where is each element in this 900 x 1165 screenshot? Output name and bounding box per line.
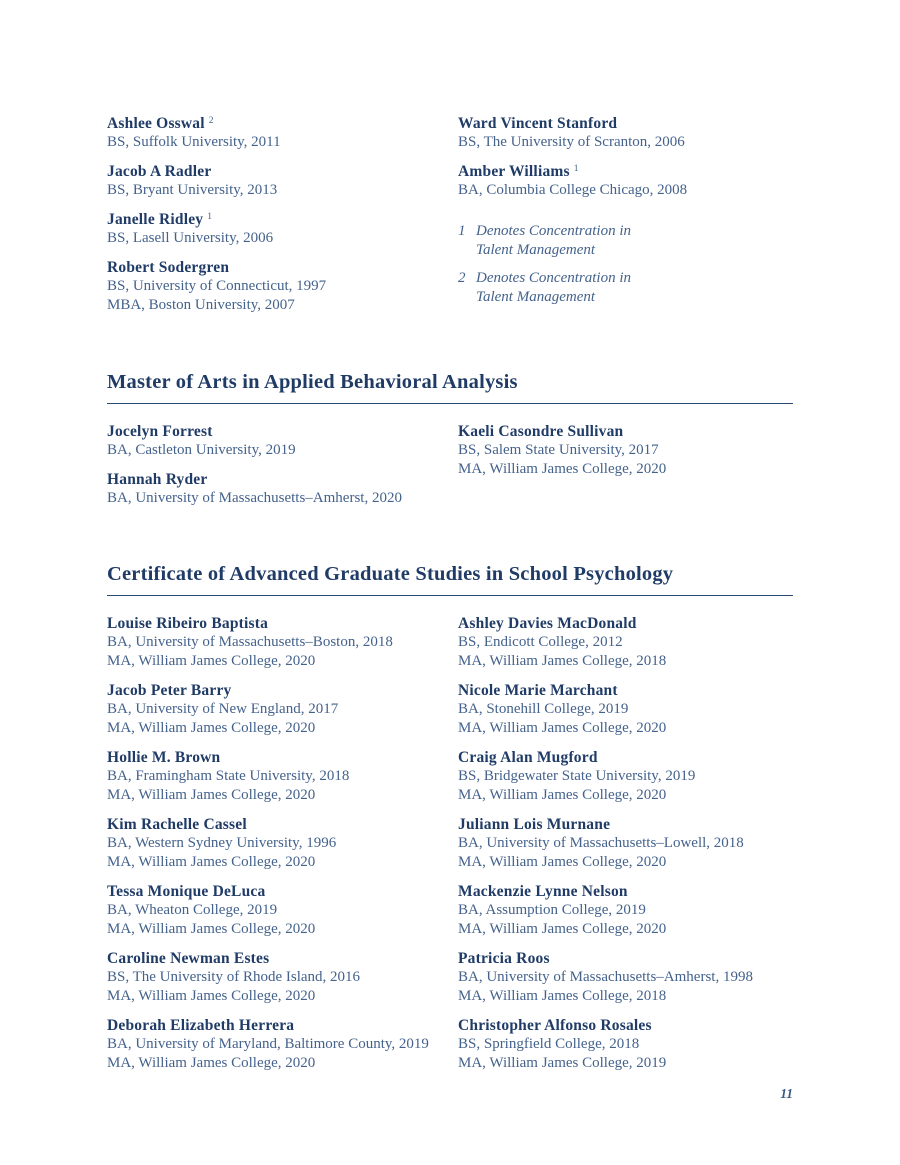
degree-line: BA, Columbia College Chicago, 2008 (458, 182, 688, 198)
footnote-text-line: Denotes Concentration in (476, 270, 631, 286)
graduate-entry (107, 162, 458, 200)
graduate-entry (458, 681, 793, 738)
degree-line: BA, University of Massachusetts–Boston, 2018 (107, 634, 393, 650)
degree-line: BA, University of New England, 2017 (107, 701, 339, 717)
left-column (107, 114, 458, 325)
page-number: 11 (780, 1086, 793, 1101)
section-ma-applied-behavioral-analysis (107, 370, 793, 518)
degree-line: BA, Framingham State University, 2018 (107, 768, 350, 784)
graduate-entry (107, 614, 458, 671)
graduate-entry (107, 114, 458, 152)
footnote-text (476, 269, 793, 307)
graduate-entry (107, 949, 458, 1006)
graduate-entry (107, 422, 458, 460)
footnote-reference: 1 (207, 212, 213, 222)
degree-line: MA, William James College, 2018 (458, 988, 667, 1004)
degree-line: MA, William James College, 2018 (458, 653, 667, 669)
footnote-reference: 2 (208, 116, 214, 126)
degree-line: MA, William James College, 2020 (458, 720, 667, 736)
degree-line: MA, William James College, 2020 (107, 854, 316, 870)
graduate-name: Ashlee Osswal $^2$ (107, 115, 214, 132)
degree-line: BA, Wheaton College, 2019 (107, 902, 278, 918)
graduate-name: Nicole Marie Marchant (458, 682, 618, 699)
degree-line: BA, Stonehill College, 2019 (458, 701, 629, 717)
degree-line: MA, William James College, 2020 (107, 921, 316, 937)
two-column-layout (107, 114, 793, 325)
graduate-name: Ashley Davies MacDonald (458, 615, 637, 632)
right-column (458, 614, 793, 1083)
footnote-marker: 2 (458, 270, 466, 286)
graduate-name: Kim Rachelle Cassel (107, 816, 247, 833)
two-column-layout (107, 614, 793, 1083)
graduate-name: Christopher Alfonso Rosales (458, 1017, 652, 1034)
degree-line: BS, Bryant University, 2013 (107, 182, 278, 198)
section-rule (107, 403, 793, 404)
section-heading: Certificate of Advanced Graduate Studies in School Psychology (107, 563, 674, 585)
footnote-text (476, 222, 793, 260)
graduate-entry (107, 748, 458, 805)
graduate-name: Juliann Lois Murnane (458, 816, 611, 833)
degree-line: BS, The University of Scranton, 2006 (458, 134, 685, 150)
graduate-entry (107, 210, 458, 248)
graduate-entry (107, 815, 458, 872)
footnote (458, 269, 793, 307)
degree-line: BS, Suffolk University, 2011 (107, 134, 281, 150)
graduate-name: Jocelyn Forrest (107, 423, 213, 440)
two-column-layout (107, 422, 793, 518)
degree-line: MA, William James College, 2020 (107, 988, 316, 1004)
footnote-text-line: Denotes Concentration in (476, 223, 631, 239)
graduate-name: Jacob A Radler (107, 163, 212, 180)
footnote-text-line: Talent Management (476, 242, 596, 258)
graduate-name: Patricia Roos (458, 950, 550, 967)
graduate-entry (458, 422, 793, 479)
graduate-name: Deborah Elizabeth Herrera (107, 1017, 295, 1034)
graduate-name: Caroline Newman Estes (107, 950, 270, 967)
graduate-entry (458, 1016, 793, 1073)
degree-line: BS, The University of Rhode Island, 2016 (107, 969, 361, 985)
graduate-name: Jacob Peter Barry (107, 682, 232, 699)
degree-line: BS, Bridgewater State University, 2019 (458, 768, 696, 784)
graduate-name: Tessa Monique DeLuca (107, 883, 266, 900)
graduate-name: Craig Alan Mugford (458, 749, 598, 766)
degree-line: BA, University of Maryland, Baltimore County, 2019 (107, 1036, 429, 1052)
graduate-entry (107, 1016, 458, 1073)
graduate-entry (458, 114, 793, 152)
graduate-name: Mackenzie Lynne Nelson (458, 883, 628, 900)
degree-line: BS, Springfield College, 2018 (458, 1036, 640, 1052)
degree-line: BS, Lasell University, 2006 (107, 230, 274, 246)
graduate-entry (458, 162, 793, 200)
degree-line: MA, William James College, 2020 (107, 1055, 316, 1071)
graduate-entry (458, 882, 793, 939)
graduate-name: Hannah Ryder (107, 471, 208, 488)
degree-line: MA, William James College, 2020 (107, 653, 316, 669)
footnote (458, 222, 793, 260)
degree-line: BS, Salem State University, 2017 (458, 442, 659, 458)
section-rule (107, 595, 793, 596)
degree-line: MA, William James College, 2020 (458, 787, 667, 803)
graduate-entry (107, 882, 458, 939)
degree-line: BA, Assumption College, 2019 (458, 902, 646, 918)
degree-line: MA, William James College, 2020 (458, 921, 667, 937)
footnotes-block (458, 222, 793, 307)
graduate-name: Amber Williams $^1$ (458, 163, 579, 180)
degree-line: BA, University of Massachusetts–Amherst, 1998 (458, 969, 753, 985)
degree-line: MA, William James College, 2019 (458, 1055, 667, 1071)
degree-line: MA, William James College, 2020 (107, 720, 316, 736)
section-continued (107, 114, 793, 325)
degree-line: BA, University of Massachusetts–Lowell, 2018 (458, 835, 744, 851)
graduate-entry (458, 949, 793, 1006)
left-column (107, 614, 458, 1083)
graduate-name: Kaeli Casondre Sullivan (458, 423, 624, 440)
graduate-name: Janelle Ridley $^1$ (107, 211, 213, 228)
degree-line: MBA, Boston University, 2007 (107, 297, 295, 313)
degree-line: BA, University of Massachusetts–Amherst, 2020 (107, 490, 402, 506)
graduate-entry (107, 681, 458, 738)
footnote-reference: 1 (573, 164, 579, 174)
graduate-entry (458, 614, 793, 671)
footnote-marker: 1 (458, 223, 466, 239)
section-cags-school-psychology (107, 562, 793, 1083)
degree-line: BS, Endicott College, 2012 (458, 634, 623, 650)
degree-line: MA, William James College, 2020 (458, 461, 667, 477)
section-heading: Master of Arts in Applied Behavioral Analysis (107, 371, 518, 393)
graduate-name: Louise Ribeiro Baptista (107, 615, 269, 632)
degree-line: MA, William James College, 2020 (458, 854, 667, 870)
graduate-entry (107, 470, 458, 508)
graduate-entry (458, 748, 793, 805)
graduate-name: Hollie M. Brown (107, 749, 221, 766)
graduate-entry (458, 815, 793, 872)
graduate-name: Ward Vincent Stanford (458, 115, 618, 132)
right-column-entries (458, 114, 793, 200)
right-column (458, 114, 793, 325)
degree-line: MA, William James College, 2020 (107, 787, 316, 803)
degree-line: BA, Castleton University, 2019 (107, 442, 296, 458)
right-column (458, 422, 793, 518)
degree-line: BA, Western Sydney University, 1996 (107, 835, 337, 851)
left-column (107, 422, 458, 518)
graduate-entry (107, 258, 458, 315)
degree-line: BS, University of Connecticut, 1997 (107, 278, 327, 294)
footnote-text-line: Talent Management (476, 289, 596, 305)
graduate-name: Robert Sodergren (107, 259, 230, 276)
